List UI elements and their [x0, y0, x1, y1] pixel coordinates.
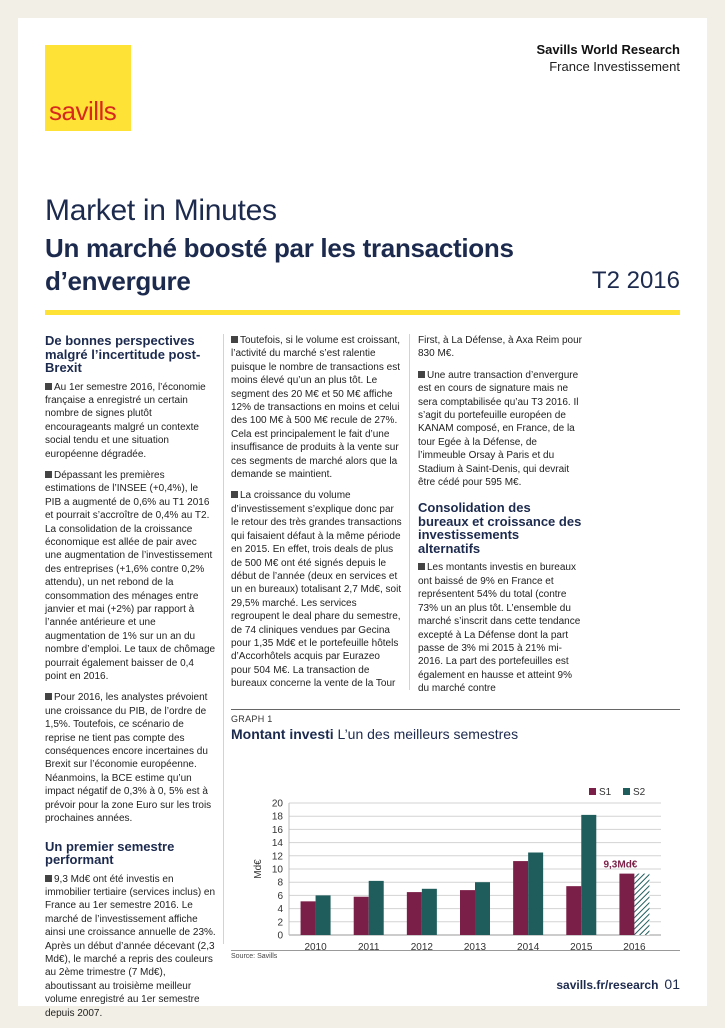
bullet-square-icon [45, 383, 52, 390]
x-tick-label: 2010 [304, 942, 327, 953]
source-rule [231, 950, 680, 951]
section-heading: Consolidation des bureaux et croissance des investissements alternatifs [418, 500, 582, 556]
bullet-square-icon [45, 875, 52, 882]
y-tick-label: 16 [271, 824, 283, 836]
paragraph: Pour 2016, les analystes prévoient une croissance du PIB, de l’ordre de 1,5%. Toutefois, ce scénario de reprise ne tient pas compte des conséquences encore incertaines du Brexit sur l’économie européenne. Néanmoins, la BCE estime qu’un impact négatif de 0,3% à 0, 5% est à prévoir pour la zone Euro sur les trois prochaines années. [45, 692, 212, 825]
bullet-square-icon [231, 491, 238, 498]
paragraph: La croissance du volume d’investissement s’explique donc par le retour des très grandes transactions qui faisaient défaut à la même période en 2015. En effet, trois deals de plus de 500 M€ ont été signés depuis le début de l’année (deux en services et un en bureaux) totalisant 2,7 Md€, soit 29,5% marché. Les services regroupent le deal phare du semestre, de 74 cliniques vendues par Gecina pour 1,35 Md€ et le portefeuille hôtels d’Accorhôtels acquis par Eurazeo pour 504 M€. La transaction de bureaux concerne la vente de la Tour [231, 490, 402, 690]
y-tick-label: 14 [271, 838, 283, 850]
x-tick-label: 2014 [517, 942, 540, 953]
graph-label: GRAPH 1 [231, 714, 273, 724]
brand-subtitle: France Investissement [549, 59, 680, 74]
brand-title: Savills World Research [536, 42, 680, 57]
y-tick-label: 20 [271, 798, 283, 810]
legend-label: S1 [599, 787, 612, 798]
x-tick-label: 2015 [570, 942, 593, 953]
savills-logo[interactable] [45, 45, 131, 131]
bar-s1-2012 [407, 892, 422, 935]
bar-s2-2014 [528, 853, 543, 936]
y-axis-label: Md€ [253, 859, 264, 879]
legend-swatch [623, 788, 630, 795]
bar-s2-2010 [316, 895, 331, 935]
paragraph: First, à La Défense, à Axa Reim pour 830 M€. [418, 335, 582, 360]
graph-top-rule [231, 709, 680, 710]
bar-s2-2015 [581, 815, 596, 935]
investment-bar-chart [231, 766, 680, 953]
headline: Un marché boosté par les transactions d’envergure [45, 233, 514, 296]
bullet-square-icon [231, 336, 238, 343]
bullet-square-icon [418, 563, 425, 570]
bullet-square-icon [418, 371, 425, 378]
column-rule [223, 334, 224, 944]
column-1 [45, 334, 216, 1028]
bar-s1-2014 [513, 861, 528, 935]
logo-text: savills [49, 96, 117, 126]
paragraph: Une autre transaction d’envergure est en cours de signature mais ne sera comptabilisée qu’au T3 2016. Il s’agit du portefeuille européen de KANAM composé, en France, de la tour Egée à la Défense, de l’immeuble Orsay à Paris et du Stadium à Saint-Denis, qui devrait être cédé pour 595 M€. [418, 369, 579, 489]
x-tick-label: 2011 [357, 942, 380, 953]
bar-s1-2013 [460, 890, 475, 935]
brand-header [536, 42, 680, 74]
y-tick-label: 12 [271, 851, 283, 863]
yellow-divider [45, 310, 680, 315]
bar-s1-2010 [301, 901, 316, 935]
paragraph: Les montants investis en bureaux ont baissé de 9% en France et représentent 54% du total (contre 73% un an plus tôt. L’ensemble du marché s’inscrit dans cette tendance excepté à La Défense dont la part passe de 3% mi 2015 à 21% mi-2016. La part des portefeuilles est également en hausse et atteint 9% du marché contre [418, 562, 581, 695]
x-tick-label: 2012 [410, 942, 433, 953]
footer [556, 976, 680, 992]
legend-swatch [589, 788, 596, 795]
footer-url[interactable]: savills.fr/research [556, 978, 659, 992]
bar-s1-2011 [354, 897, 369, 935]
annotation-label: 9,3Md€ [603, 859, 638, 871]
column-3 [418, 334, 584, 704]
column-2 [231, 334, 402, 699]
paragraph: Au 1er semestre 2016, l’économie française a enregistré un certain nombre de signes plutôt encourageants malgré un contexte social tendu et une situation européenne dégradée. [45, 381, 206, 460]
bar-s1-2016 [619, 874, 634, 935]
bar-s2-2011 [369, 881, 384, 935]
x-tick-label: 2016 [623, 942, 646, 953]
paragraph: Dépassant les premières estimations de l’INSEE (+0,4%), le PIB a augmenté de 0,6% au T1 2016 et pourrait s’accroître de 0,4% au T2. La consolidation de la croissance économique est allée de pair avec une augmentation de l’investissement des entreprises (+1,6% contre 0,2% attendu), un net rebond de la consommation des ménages entre janvier et mai (+2%) par rapport à l’année antérieure et une augmentation de 1% sur un an du nombre d’emploi. Le taux de chômage pourrait également baisser de 0,4 point en 2016. [45, 469, 216, 683]
y-tick-label: 6 [277, 890, 283, 902]
graph-title: Montant investi L’un des meilleurs semestres [231, 726, 519, 742]
page [18, 18, 707, 1019]
legend-label: S2 [633, 787, 646, 798]
y-tick-label: 2 [277, 917, 283, 929]
graph-header [231, 709, 680, 742]
kicker-title: Market in Minutes [45, 194, 277, 227]
bullet-square-icon [45, 693, 52, 700]
bullet-square-icon [45, 471, 52, 478]
y-tick-label: 0 [277, 930, 283, 942]
x-tick-label: 2013 [463, 942, 487, 953]
bar-s1-2015 [566, 886, 581, 935]
y-tick-label: 4 [277, 904, 283, 916]
period-label: T2 2016 [591, 267, 680, 294]
y-tick-label: 18 [271, 811, 283, 823]
bar-s2-2016 [634, 874, 649, 935]
section-heading: Un premier semestre performant [45, 838, 175, 867]
bar-s2-2012 [422, 889, 437, 935]
page-number: 01 [664, 976, 680, 992]
column-rule [409, 334, 410, 690]
paragraph: 9,3 Md€ ont été investis en immobilier tertiaire (services inclus) en France au 1er semestre 2016. Le marché de l’investissement affiche ainsi une croissance annuelle de 23%. Après un début d’année décevant (2,3 Md€), le marché a repris des couleurs au 2ème trimestre (7 Md€), aboutissant au troisième meilleur volume enregistré au 1er semestre depuis 2007. [45, 873, 216, 1019]
paragraph: Toutefois, si le volume est croissant, l’activité du marché s’est ralentie puisque le nombre de transactions est moins élevé qu’un an plus tôt. Le segment des 20 M€ et 50 M€ affiche 12% de transactions en moins et celui des 100 M€ à 500 M€ recule de 27%. Cela est principalement le fait d’une insuffisance de produits à la vente sur ces segments de marché alors que la demande se maintient. [231, 335, 401, 481]
y-tick-label: 8 [277, 877, 283, 889]
section-heading: De bonnes perspectives malgré l’incertitude post-Brexit [45, 333, 201, 375]
bar-s2-2013 [475, 882, 490, 935]
y-tick-label: 10 [271, 864, 283, 876]
source-note: Source: Savills [231, 953, 278, 960]
